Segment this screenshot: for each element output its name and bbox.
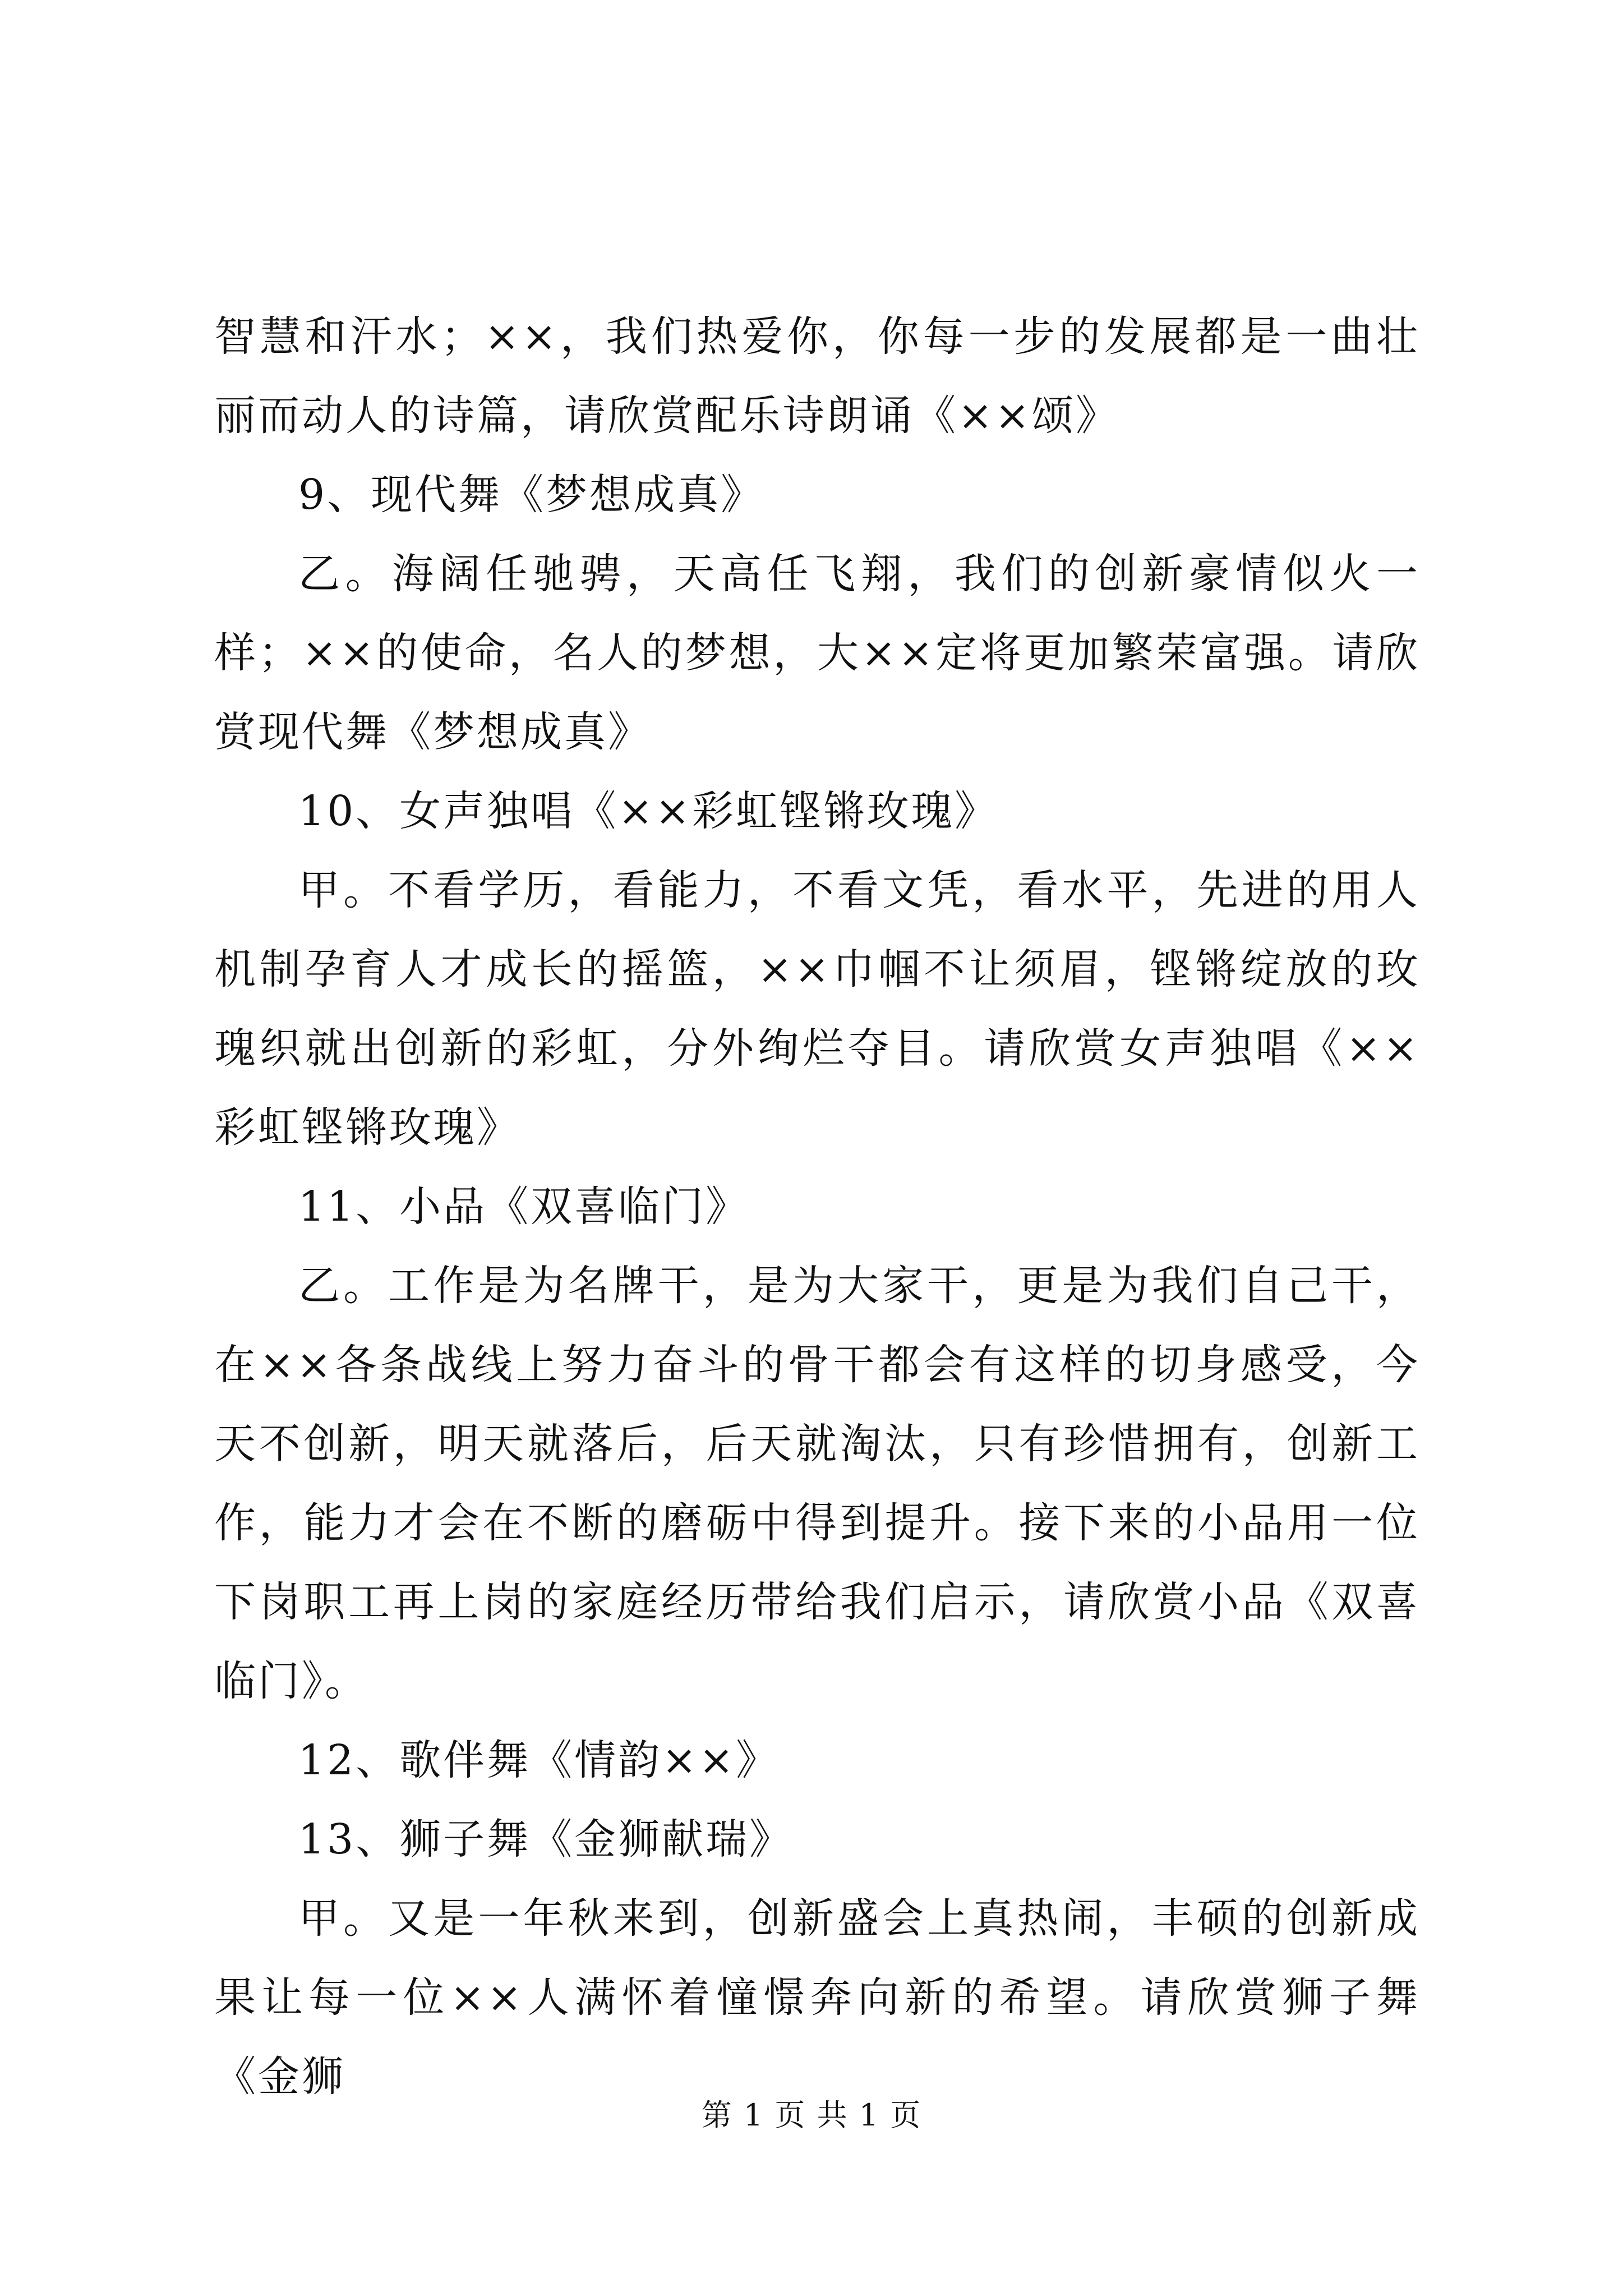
paragraph-continuation: 智慧和汗水；××，我们热爱你，你每一步的发展都是一曲壮丽而动人的诗篇，请欣赏配乐诗朗诵《××颂》 [214, 312, 1420, 440]
program-item-12: 12、歌伴舞《情韵××》 [298, 1736, 780, 1784]
program-item-11: 11、小品《双喜临门》 [298, 1182, 750, 1231]
host-speech-jia: 甲。又是一年秋来到，创新盛会上真热闹，丰硕的创新成果让每一位××人满怀着憧憬奔向新的希望。请欣赏狮子舞《金狮 [214, 1894, 1420, 2101]
document-body [214, 297, 1420, 2116]
host-speech-yi: 乙。工作是为名牌干，是为大家干，更是为我们自己干，在××各条战线上努力奋斗的骨干都会有这样的切身感受，今天不创新，明天就落后，后天就淘汰，只有珍惜拥有，创新工作，能力才会在不断的磨砺中得到提升。接下来的小品用一位下岗职工再上岗的家庭经历带给我们启示，请欣赏小品《双喜临门》。 [214, 1262, 1420, 1705]
program-item-13: 13、狮子舞《金狮献瑞》 [298, 1815, 794, 1864]
program-item-9: 9、现代舞《梦想成真》 [298, 471, 765, 519]
host-speech-jia: 甲。不看学历，看能力，不看文凭，看水平，先进的用人机制孕育人才成长的摇篮，××巾帼不让须眉，铿锵绽放的玫瑰织就出创新的彩虹，分外绚烂夺目。请欣赏女声独唱《××彩虹铿锵玫瑰》 [214, 866, 1420, 1152]
page-number-footer: 第 1 页 共 1 页 [701, 2097, 922, 2133]
host-speech-yi: 乙。海阔任驰骋，天高任飞翔，我们的创新豪情似火一样；××的使命，名人的梦想，大××定将更加繁荣富强。请欣赏现代舞《梦想成真》 [214, 550, 1420, 756]
program-item-10: 10、女声独唱《××彩虹铿锵玫瑰》 [298, 787, 999, 835]
